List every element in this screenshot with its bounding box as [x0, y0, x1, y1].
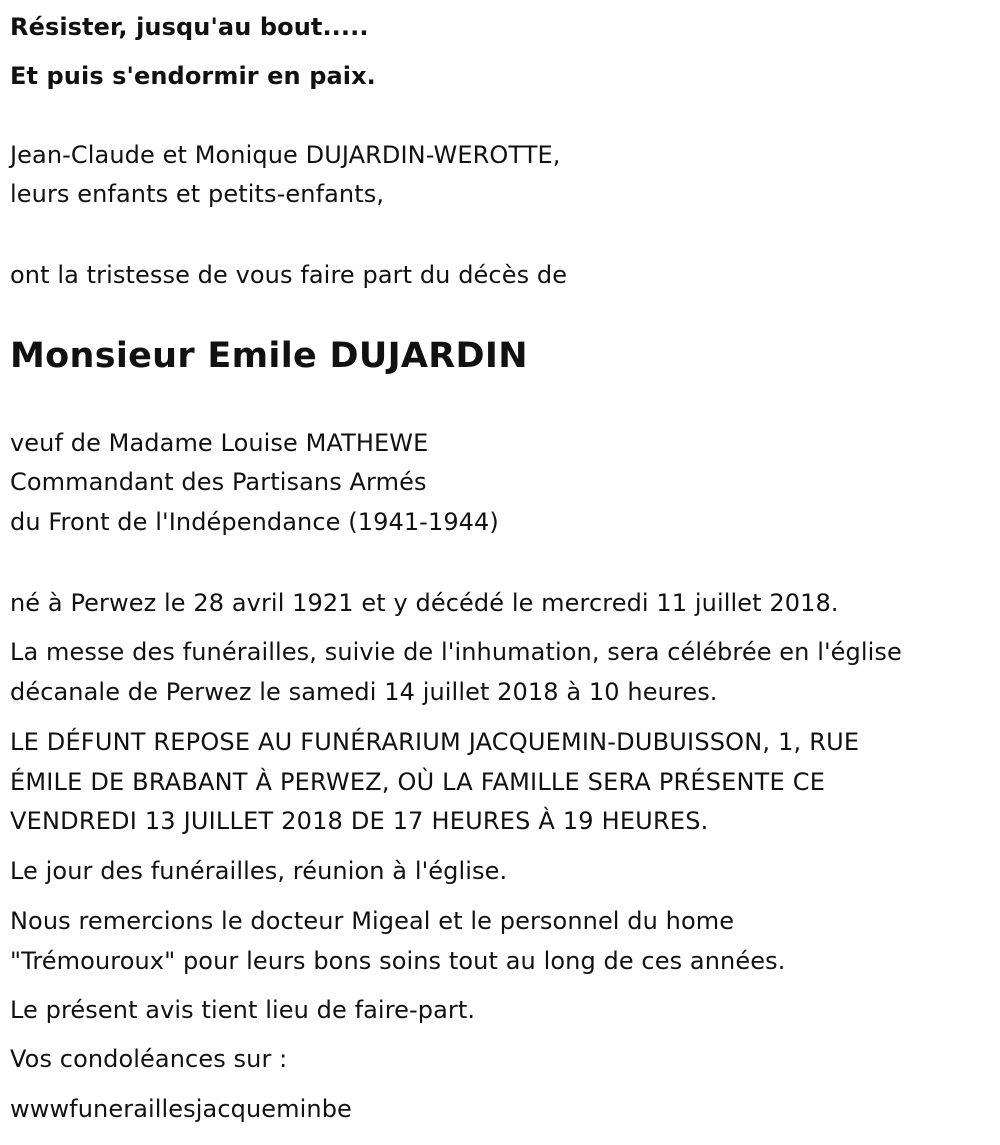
family-line-1: Jean-Claude et Monique DUJARDIN-WEROTTE, [10, 141, 561, 169]
repose-line-2: ÉMILE DE BRABANT À PERWEZ, OÙ LA FAMILLE SERA PRÉSENTE CE [10, 768, 826, 796]
meeting-text: Le jour des funérailles, réunion à l'église. [10, 857, 508, 885]
website-link[interactable]: wwwfuneraillesjacqueminbe [10, 1095, 352, 1123]
announcement-text: ont la tristesse de vous faire part du décès de [10, 261, 568, 289]
birth-death-text: né à Perwez le 28 avril 1921 et y décédé le mercredi 11 juillet 2018. [10, 589, 839, 617]
thanks-line-1: Nous remercions le docteur Migeal et le personnel du home [10, 907, 735, 935]
details-line-3: du Front de l'Indépendance (1941-1944) [10, 508, 499, 536]
deceased-name: Monsieur Emile DUJARDIN [10, 336, 528, 376]
details-line-1: veuf de Madame Louise MATHEWE [10, 429, 429, 457]
epigraph-line-2: Et puis s'endormir en paix. [10, 62, 376, 90]
condolences-label: Vos condoléances sur : [10, 1045, 288, 1073]
family-line-2: leurs enfants et petits-enfants, [10, 180, 385, 208]
notice-text: Le présent avis tient lieu de faire-part. [10, 996, 476, 1024]
details-line-2: Commandant des Partisans Armés [10, 468, 427, 496]
repose-line-3: VENDREDI 13 JUILLET 2018 DE 17 HEURES À 19 HEURES. [10, 807, 709, 835]
mass-line-2: décanale de Perwez le samedi 14 juillet 2018 à 10 heures. [10, 678, 718, 706]
thanks-line-2: "Trémouroux" pour leurs bons soins tout au long de ces années. [10, 947, 786, 975]
repose-line-1: LE DÉFUNT REPOSE AU FUNÉRARIUM JACQUEMIN-DUBUISSON, 1, RUE [10, 728, 860, 756]
epigraph-line-1: Résister, jusqu'au bout..... [10, 13, 369, 41]
mass-line-1: La messe des funérailles, suivie de l'inhumation, sera célébrée en l'église [10, 638, 902, 666]
